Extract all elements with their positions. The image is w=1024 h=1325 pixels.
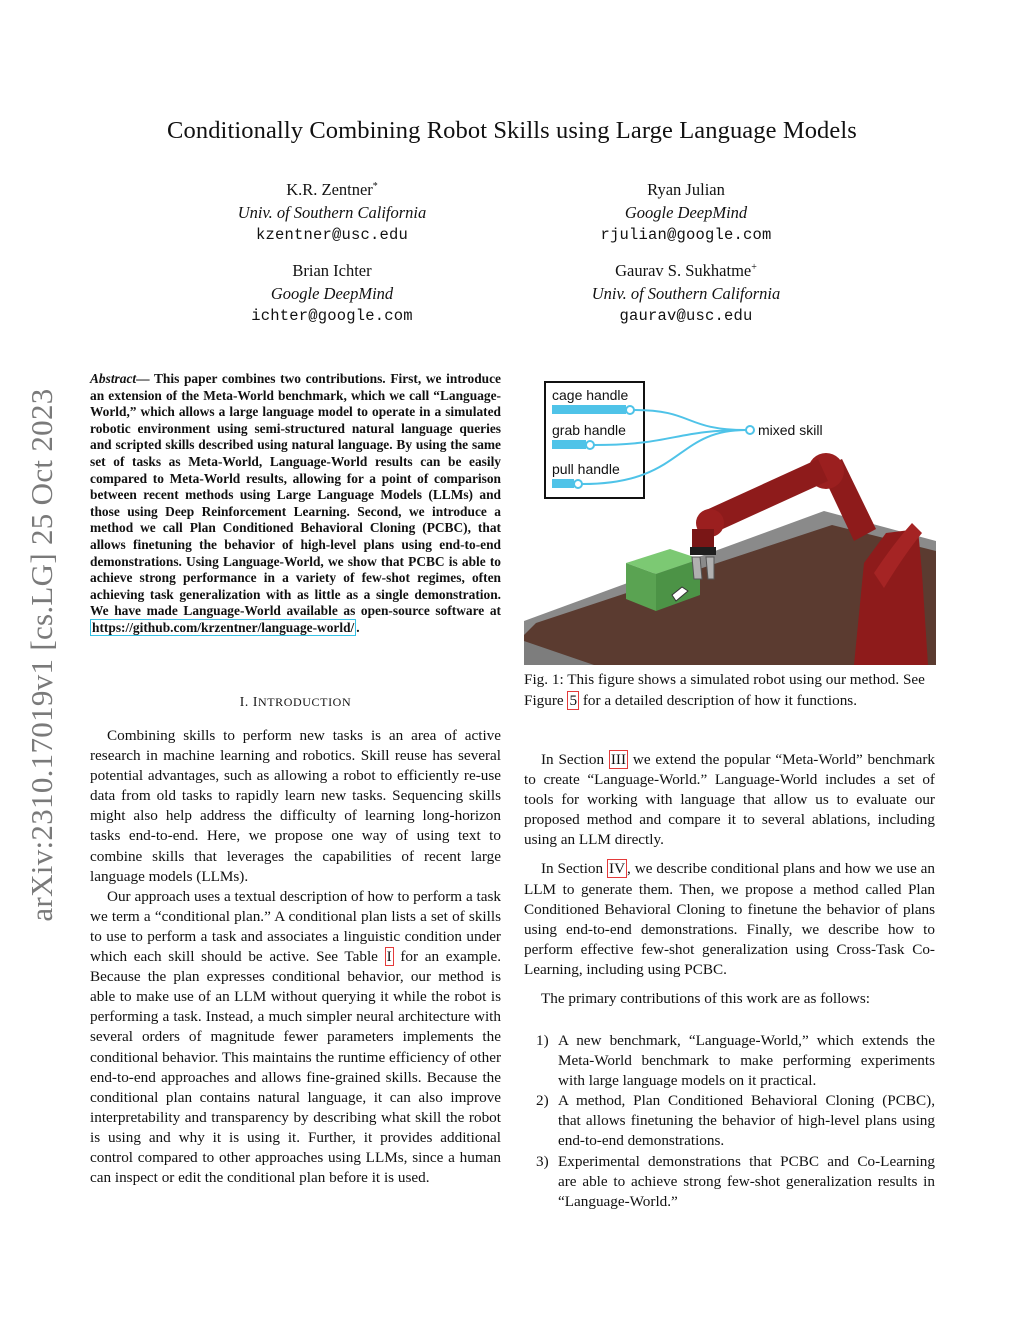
github-link[interactable]: https://github.com/krzentner/language-world/ <box>92 619 355 635</box>
author-name: Ryan Julian <box>647 180 725 199</box>
author-name: Brian Ichter <box>292 261 372 280</box>
legend-label-cage: cage handle <box>552 387 629 403</box>
author-block-4 <box>506 259 866 328</box>
author-email: rjulian@google.com <box>600 226 772 244</box>
list-item: 3) Experimental demonstrations that PCBC and Co-Learning are able to achieve strong few-shot generalization results in “Language-World.” <box>536 1152 935 1210</box>
section-heading-introduction: I. INTRODUCTION <box>239 694 352 709</box>
figure-ref-link[interactable]: 5 <box>569 691 578 709</box>
contributions-list <box>524 1031 935 1212</box>
list-item: 2) A method, Plan Conditioned Behavioral Cloning (PCBC), that allows finetuning the behavior of high-level plans using end-to-end demonstrations. <box>536 1092 935 1150</box>
abstract: Abstract— This paper combines two contributions. First, we introduce an extension of the Meta-World benchmark, which we call “Language-World,” which allows a large language model to operate in a simulated robotic environment using semi-structured natural language queries and scripted skills described using natural language. By using the same set of tasks as Meta-World, Language-World results can be easily compared to Meta-World results, allowing for a point of comparison between recent methods using Large Language Models (LLMs) and those using Deep Reinforcement Learning. Second, we introduce a method we call Plan Conditioned Behavioral Cloning (PCBC), that allows finetuning the behavior of high-level plans using end-to-end demonstrations. Using Language-World, we show that PCBC is able to achieve strong performance in a variety of few-shot regimes, often achieving task generalization with as little as a single demonstration. We have made Language-World available as open-source software at https://github.com/krzentner/language-world/ . <box>90 371 501 635</box>
author-name: K.R. Zentner* <box>286 180 378 199</box>
legend-label-grab: grab handle <box>552 422 626 438</box>
author-block-2 <box>506 178 866 247</box>
table-ref-link[interactable]: I <box>386 948 392 966</box>
intro-paragraph-2: Our approach uses a textual description of how to perform a task we term a “conditional plan.” A conditional plan lists a set of skills to use to perform a task and associates a linguistic condition under which each skill should be active. See Table I for an example. Because the plan expresses conditional behavior, our method is able to make use of an LLM without querying it while the robot is performing a task. Instead, a much simpler neural architecture with several orders of magnitude fewer parameters implements the conditional behavior. This maintains the runtime efficiency of other end-to-end approaches and allows fine-grained skills. Because the conditional plan contains natural language, it can also improve interpretability and transparency by describing what skill the robot is using and why it is using it. Further, it provides additional control compared to other approaches using LLMs, since a human can inspect or edit the conditional plan before it is used. <box>90 887 501 1187</box>
connector-cage <box>626 406 634 414</box>
right-paragraph-2: In Section IV , we describe conditional plans and how we use an LLM to generate them. Then, we propose a method called Plan Conditioned Behavioral Cloning to finetune the behavior of plans using end-to-end demonstrations. Finally, we describe how to perform effective few-shot generalization using Cross-Task Co-Learning, including using PCBC. <box>524 860 935 978</box>
paper-title: Conditionally Combining Robot Skills using Large Language Models <box>167 117 857 144</box>
list-item: 1) A new benchmark, “Language-World,” which extends the Meta-World benchmark to make performing experiments with large language models on it practical. <box>536 1032 935 1090</box>
weight-bar-pull <box>552 479 574 488</box>
author-affiliation: Google DeepMind <box>270 284 394 303</box>
legend-label-pull: pull handle <box>552 461 620 477</box>
author-email: kzentner@usc.edu <box>255 226 409 244</box>
intro-paragraph-1: Combining skills to perform new tasks is an area of active research in machine learning and robotics. Skill reuse has several potential advantages, such as allowing a robot to efficiently re-use data from old tasks to rapidly learn new tasks. Sequencing skills might also help address the difficulty of learning long-horizon tasks end-to-end. Here, we propose one way of using text to combine skills that leverages the capabilities of recent large language models (LLMs). <box>90 727 501 885</box>
curve-cage <box>634 410 746 430</box>
gripper-finger-left <box>692 557 702 579</box>
arxiv-sidebar <box>22 355 62 955</box>
weight-bar-grab <box>552 440 586 449</box>
author-name: Gaurav S. Sukhatme+ <box>615 261 757 280</box>
figure-1 <box>524 373 936 665</box>
mixed-skill-node <box>746 426 754 434</box>
author-affiliation: Univ. of Southern California <box>237 203 427 222</box>
right-paragraph-1: In Section III we extend the popular “Meta-World” benchmark to create “Language-World.” Language-World includes a set of tools for working with language that allow us to evaluate our proposed method and compare it to several ablations, including using an LLM directly. <box>524 751 935 849</box>
author-email: gaurav@usc.edu <box>619 307 753 325</box>
gripper-mount <box>690 547 716 555</box>
author-block-3 <box>152 259 512 328</box>
arxiv-identifier: arXiv:2310.17019v1 [cs.LG] 25 Oct 2023 <box>24 388 59 922</box>
right-column-body <box>524 750 935 1009</box>
author-affiliation: Google DeepMind <box>624 203 748 222</box>
section-ref-link-iii[interactable]: III <box>610 751 627 768</box>
section-ref-link-iv[interactable]: IV <box>609 860 626 878</box>
introduction-body <box>90 726 501 1188</box>
connector-grab <box>586 441 594 449</box>
mixed-skill-label: mixed skill <box>758 422 823 438</box>
weight-bar-cage <box>552 405 626 414</box>
right-paragraph-3: The primary contributions of this work are as follows: <box>541 990 870 1008</box>
gripper-finger-right <box>706 557 714 579</box>
author-block-1 <box>152 178 512 247</box>
figure-1-caption: Fig. 1: This figure shows a simulated robot using our method. See Figure 5 for a detailed description of how it functions. <box>524 671 925 709</box>
abstract-text: This paper combines two contributions. First, we introduce an extension of the Meta-World benchmark, which we call “Language-World,” which allows a large language model to operate in a simulated robotic environment using semi-structured natural language queries and scripted skills described using natural language. By using the same set of tasks as Meta-World, Language-World results can be easily compared to Meta-World results, allowing for a point of comparison between recent methods using Large Language Models (LLMs) and those using Deep Reinforcement Learning. Second, we introduce a method we call Plan Conditioned Behavioral Cloning (PCBC), that allows finetuning the behavior of high-level plans using end-to-end demonstrations. Using Language-World, we show that PCBC is able to achieve strong performance in a variety of few-shot regimes, often achieving task generalization with as little as a single demonstration. We have made Language-World available as open-source software at <box>90 371 501 619</box>
connector-pull <box>574 480 582 488</box>
abstract-label: Abstract <box>90 371 137 386</box>
author-affiliation: Univ. of Southern California <box>591 284 781 303</box>
author-email: ichter@google.com <box>251 307 413 325</box>
